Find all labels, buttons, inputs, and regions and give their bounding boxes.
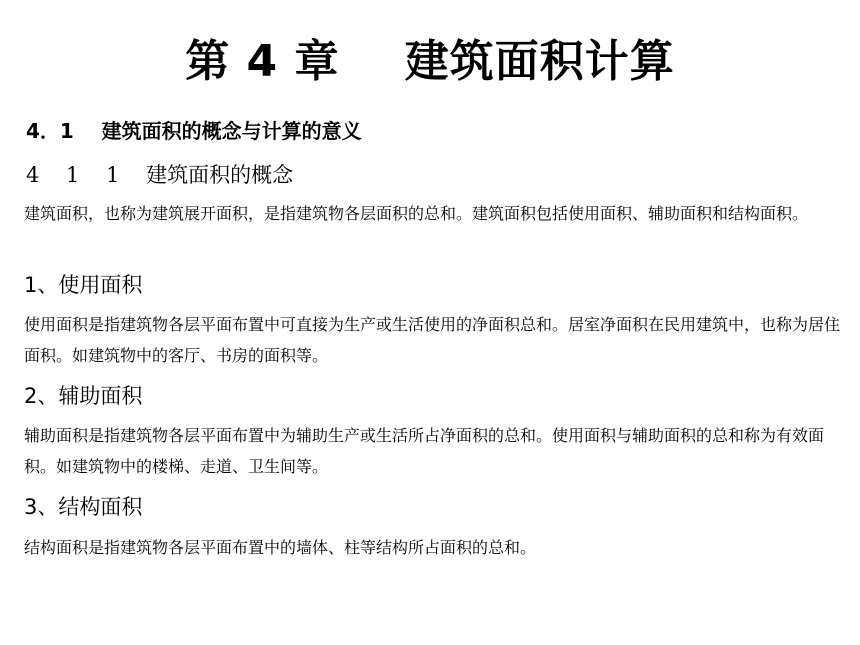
- structural-area-heading: 3、结构面积: [24, 495, 143, 519]
- chapter-title: 第 4 章 建筑面积计算: [185, 36, 675, 87]
- section-heading: 4．1 建筑面积的概念与计算的意义: [26, 119, 362, 143]
- subsection-heading: 4 1 1 建筑面积的概念: [26, 163, 294, 187]
- intro-paragraph: 建筑面积，也称为建筑展开面积，是指建筑物各层面积的总和。建筑面积包括使用面积、辅助面积和结构面积。: [24, 204, 809, 223]
- usable-area-heading: 1、使用面积: [24, 273, 143, 297]
- structural-area-paragraph: 结构面积是指建筑物各层平面布置中的墙体、柱等结构所占面积的总和。: [24, 538, 537, 557]
- usable-area-paragraph: 使用面积是指建筑物各层平面布置中可直接为生产或生活使用的净面积总和。居室净面积在民用建筑中，也称为居住面积。如建筑物中的客厅、书房的面积等。: [24, 315, 841, 365]
- auxiliary-area-paragraph: 辅助面积是指建筑物各层平面布置中为辅助生产或生活所占净面积的总和。使用面积与辅助面积的总和称为有效面积。如建筑物中的楼梯、走道、卫生间等。: [24, 426, 825, 476]
- auxiliary-area-heading: 2、辅助面积: [24, 384, 143, 408]
